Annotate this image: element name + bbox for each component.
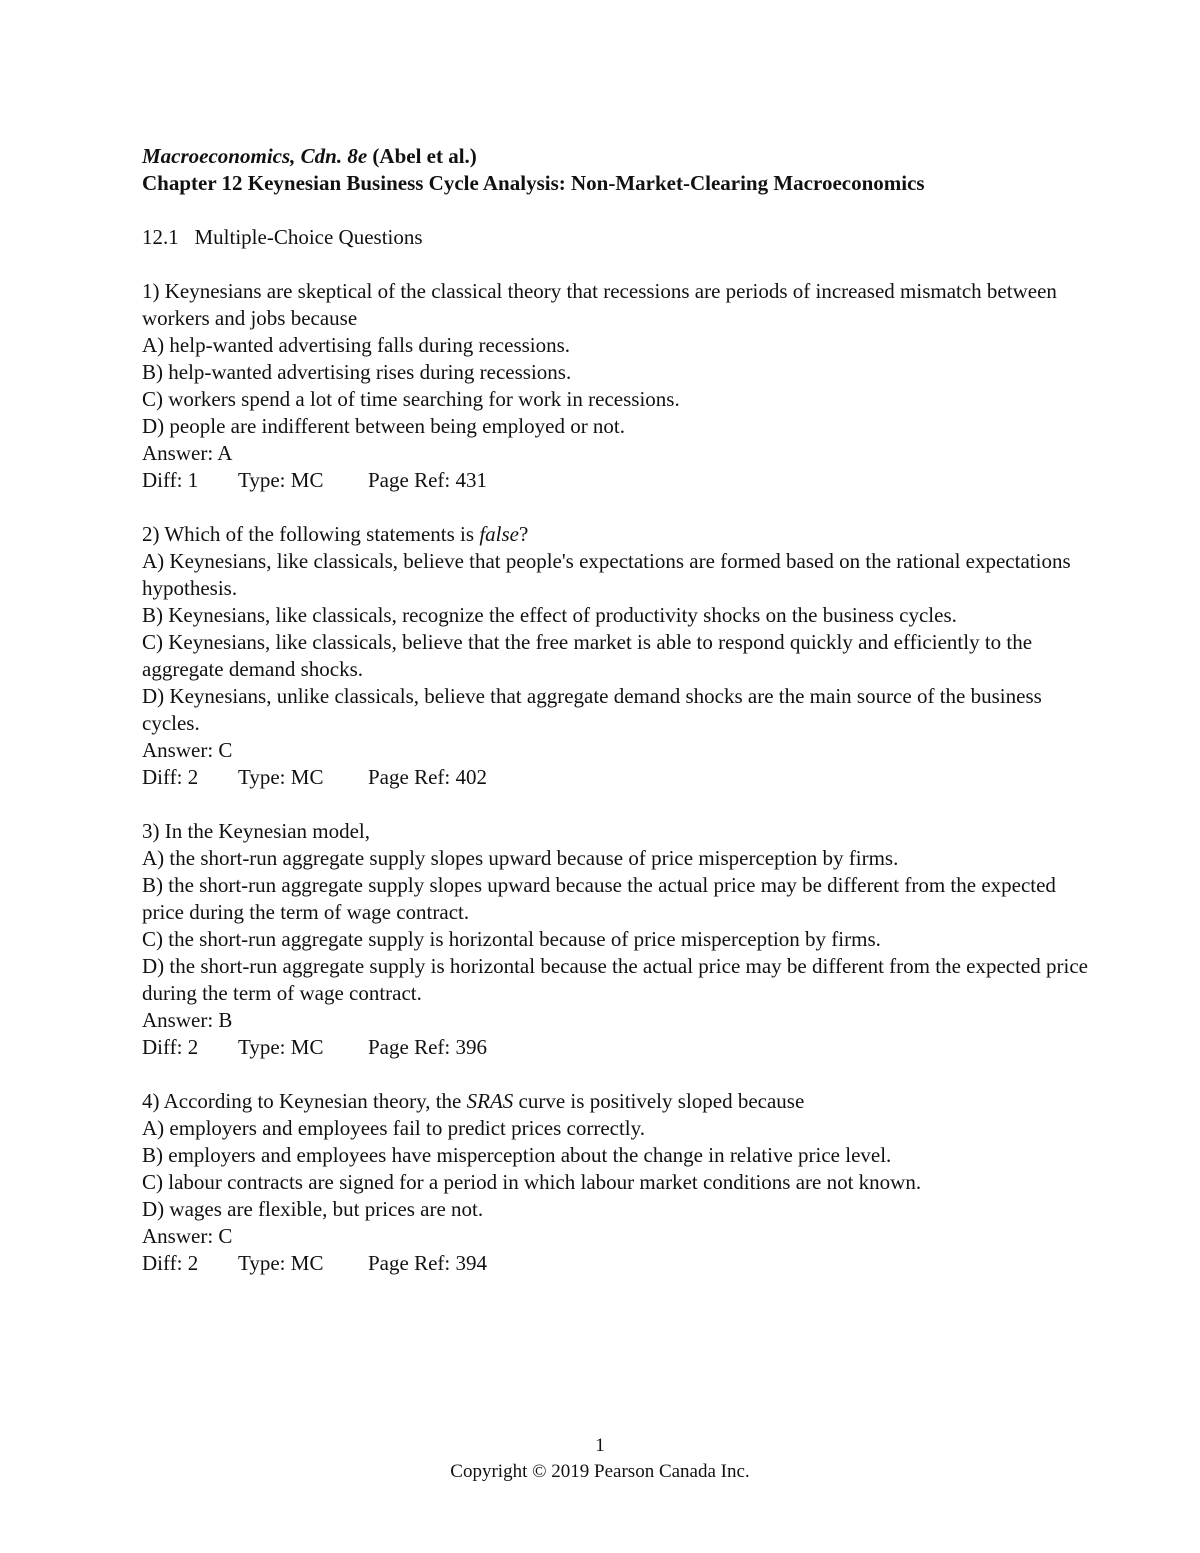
page-number: 1 bbox=[595, 1435, 605, 1456]
option-c: C) the short-run aggregate supply is horizontal because of price misperception by firms. bbox=[142, 927, 881, 951]
question-meta bbox=[142, 1250, 1102, 1277]
section-heading: 12.1 Multiple-Choice Questions bbox=[142, 225, 423, 249]
option-d: D) the short-run aggregate supply is horizontal because the actual price may be different from the expected price during the term of wage contract. bbox=[142, 954, 1088, 1005]
option-a: A) help-wanted advertising falls during recessions. bbox=[142, 333, 571, 357]
option-a: A) employers and employees fail to predict prices correctly. bbox=[142, 1116, 646, 1140]
book-title: Macroeconomics, Cdn. 8e bbox=[142, 144, 368, 168]
stem-text-end: ? bbox=[518, 522, 529, 546]
option-c: C) labour contracts are signed for a period in which labour market conditions are not known. bbox=[142, 1170, 922, 1194]
book-authors: (Abel et al.) bbox=[372, 144, 477, 168]
question-type: Type: MC bbox=[238, 468, 324, 492]
option-d: D) people are indifferent between being employed or not. bbox=[142, 414, 626, 438]
stem-text: 4) According to Keynesian theory, the bbox=[142, 1089, 467, 1113]
question-2 bbox=[142, 521, 1102, 791]
answer-line: Answer: C bbox=[142, 1224, 233, 1248]
question-3 bbox=[142, 818, 1102, 1061]
question-stem bbox=[142, 521, 1102, 548]
difficulty: Diff: 1 bbox=[142, 468, 199, 492]
option-c: C) workers spend a lot of time searching for work in recessions. bbox=[142, 387, 680, 411]
difficulty: Diff: 2 bbox=[142, 1035, 199, 1059]
question-stem: 1) Keynesians are skeptical of the classical theory that recessions are periods of increased mismatch between workers and jobs because bbox=[142, 279, 1057, 330]
question-type: Type: MC bbox=[238, 765, 324, 789]
question-meta bbox=[142, 1034, 1102, 1061]
copyright-notice: Copyright © 2019 Pearson Canada Inc. bbox=[450, 1461, 750, 1482]
question-1 bbox=[142, 278, 1102, 494]
option-b: B) help-wanted advertising rises during recessions. bbox=[142, 360, 572, 384]
question-stem: 3) In the Keynesian model, bbox=[142, 819, 371, 843]
stem-text: 2) Which of the following statements is bbox=[142, 522, 480, 546]
question-stem bbox=[142, 1088, 1102, 1115]
question-type: Type: MC bbox=[238, 1035, 324, 1059]
option-b: B) the short-run aggregate supply slopes upward because the actual price may be different from the expected price during the term of wage contract. bbox=[142, 873, 1056, 924]
option-a: A) Keynesians, like classicals, believe that people's expectations are formed based on the rational expectations hypothesis. bbox=[142, 549, 1071, 600]
answer-line: Answer: C bbox=[142, 738, 233, 762]
question-meta bbox=[142, 467, 1102, 494]
difficulty: Diff: 2 bbox=[142, 1251, 199, 1275]
chapter-title: Chapter 12 Keynesian Business Cycle Analysis: Non-Market-Clearing Macroeconomics bbox=[142, 171, 925, 195]
option-b: B) employers and employees have misperception about the change in relative price level. bbox=[142, 1143, 892, 1167]
option-b: B) Keynesians, like classicals, recognize the effect of productivity shocks on the business cycles. bbox=[142, 603, 957, 627]
answer-line: Answer: B bbox=[142, 1008, 233, 1032]
answer-line: Answer: A bbox=[142, 441, 233, 465]
page-reference: Page Ref: 402 bbox=[368, 765, 487, 789]
book-title-line bbox=[142, 143, 1102, 170]
option-c: C) Keynesians, like classicals, believe that the free market is able to respond quickly and efficiently to the aggregate demand shocks. bbox=[142, 630, 1033, 681]
page-reference: Page Ref: 431 bbox=[368, 468, 487, 492]
difficulty: Diff: 2 bbox=[142, 765, 199, 789]
page-content bbox=[142, 143, 1102, 1304]
option-d: D) wages are flexible, but prices are not. bbox=[142, 1197, 484, 1221]
option-a: A) the short-run aggregate supply slopes upward because of price misperception by firms. bbox=[142, 846, 899, 870]
page-reference: Page Ref: 396 bbox=[368, 1035, 487, 1059]
stem-emphasis: false bbox=[479, 522, 519, 546]
option-d: D) Keynesians, unlike classicals, believe that aggregate demand shocks are the main source of the business cycles. bbox=[142, 684, 1042, 735]
question-4 bbox=[142, 1088, 1102, 1277]
question-type: Type: MC bbox=[238, 1251, 324, 1275]
page-reference: Page Ref: 394 bbox=[368, 1251, 487, 1275]
question-meta bbox=[142, 764, 1102, 791]
stem-text-end: curve is positively sloped because bbox=[513, 1089, 805, 1113]
stem-emphasis: SRAS bbox=[466, 1089, 514, 1113]
